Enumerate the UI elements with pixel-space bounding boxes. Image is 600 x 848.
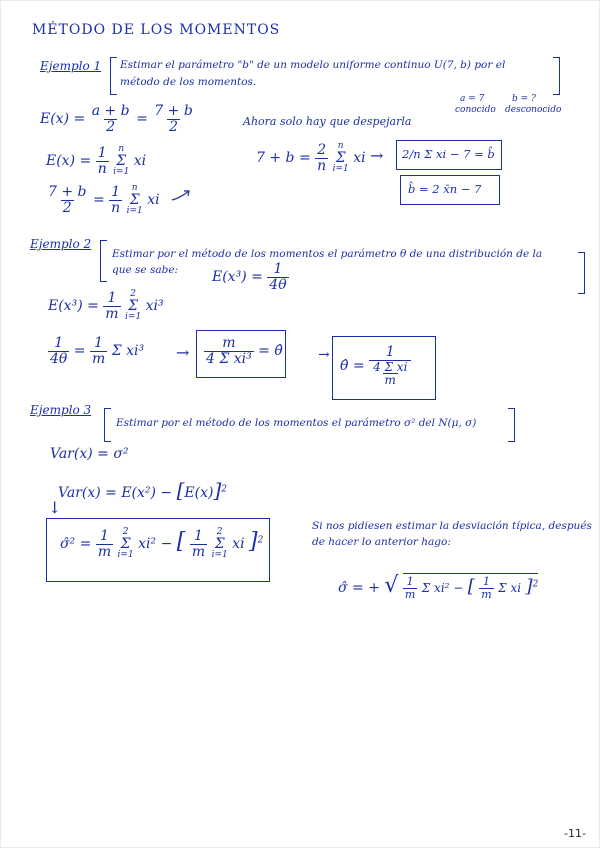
variance-decomposition: $Var(x) = E(x^2) - [E(x)]^2$ bbox=[58, 478, 228, 502]
exponent: 2 bbox=[532, 579, 539, 590]
note-a-sub: conocido bbox=[455, 105, 496, 115]
fraction-numerator: m bbox=[222, 335, 236, 351]
result-box-2-text: b̂ = 2 x̄n − 7 bbox=[408, 182, 482, 196]
example-3-statement: Estimar por el método de los momentos el parámetro σ² del N(μ, σ) bbox=[116, 417, 477, 429]
curved-arrow-icon bbox=[170, 188, 192, 202]
fraction bbox=[109, 185, 122, 215]
fraction-numerator: 1 bbox=[385, 344, 395, 360]
variable-xi: xi bbox=[232, 536, 245, 552]
fraction-numerator: a + b bbox=[91, 103, 130, 119]
fraction-denominator: 4θ bbox=[269, 276, 287, 293]
bracket-left bbox=[100, 240, 107, 282]
expectation-row bbox=[40, 104, 195, 134]
fraction-denominator: 4 Σ xi³ bbox=[206, 350, 252, 367]
fraction-numerator: 7 + b bbox=[154, 103, 193, 119]
fraction-numerator: 1 bbox=[273, 261, 283, 277]
fraction-denominator: m bbox=[105, 305, 119, 322]
fraction bbox=[46, 185, 89, 215]
arrow-right-icon: → bbox=[318, 347, 330, 363]
sum-lower: i=1 bbox=[117, 550, 134, 560]
arrow-down-icon: ↓ bbox=[48, 498, 62, 517]
exponent: 2 bbox=[257, 535, 264, 546]
example-1-statement-line1: Estimar el parámetro "b" de un modelo uniforme continuo U(7, b) por el bbox=[120, 59, 506, 71]
fraction-numerator: 4 Σ xi bbox=[373, 359, 408, 374]
fraction bbox=[152, 104, 195, 134]
result-box-5-content: σ̂² = $\frac{1}{m}$ 2 Σ i=1 xi² − [ $\frac{1}{m}$ 2 Σ i=1 xi ]$^2$ bbox=[60, 527, 264, 560]
fraction bbox=[403, 576, 417, 600]
example-2-statement-line1: Estimar por el método de los momentos el parámetro θ de una distribución de la bbox=[112, 248, 543, 260]
arrow-right-icon: → bbox=[176, 343, 190, 362]
sum-xi: Σ xi bbox=[498, 581, 522, 596]
fraction-numerator: 1 bbox=[483, 575, 490, 588]
fraction-denominator: m bbox=[191, 543, 206, 560]
fraction-numerator: 2 bbox=[317, 141, 327, 158]
fraction bbox=[369, 345, 411, 387]
example-2-statement-line2: que se sabe: bbox=[112, 264, 179, 276]
equals: = bbox=[136, 111, 148, 128]
fraction bbox=[90, 336, 107, 366]
note-std-line2: de hacer lo anterior hago: bbox=[312, 536, 451, 548]
sum-upper: n bbox=[118, 144, 125, 154]
arrow-right-icon: → bbox=[370, 146, 384, 165]
fraction bbox=[96, 529, 113, 559]
fraction-denominator: m bbox=[384, 373, 396, 388]
summation: 2 Σ i=1 bbox=[125, 289, 142, 322]
expectation-x: E(x) bbox=[184, 485, 214, 501]
note-std-line1: Si nos pidiesen estimar la desviación típica, después bbox=[312, 520, 592, 532]
example-3-label: Ejemplo 3 bbox=[30, 403, 92, 417]
variance-def: Var(x) = σ² bbox=[50, 446, 129, 462]
fraction bbox=[103, 291, 120, 321]
fraction-denominator: m bbox=[91, 350, 106, 367]
fraction bbox=[48, 336, 69, 366]
fraction bbox=[479, 576, 493, 600]
variable-xi: xi bbox=[353, 150, 366, 166]
fraction-numerator: 7 + b bbox=[48, 183, 87, 200]
example-1-label: Ejemplo 1 bbox=[40, 59, 102, 73]
clear-note: Ahora solo hay que despejarla bbox=[243, 115, 412, 128]
fraction-numerator: 1 bbox=[94, 335, 104, 351]
sum-xi3: Σ xi³ bbox=[111, 343, 145, 360]
fraction-denominator: m bbox=[97, 543, 112, 560]
fraction-numerator: 1 bbox=[107, 289, 117, 306]
fraction-denominator: 2 bbox=[106, 118, 116, 135]
fraction-denominator: n bbox=[97, 160, 107, 177]
moment-lhs: E(x) = bbox=[46, 153, 92, 169]
fraction bbox=[190, 529, 207, 559]
variable-xi: xi bbox=[147, 192, 160, 208]
clear-lhs: 7 + b = bbox=[256, 150, 311, 166]
fraction bbox=[267, 262, 288, 292]
note-b: b = ? bbox=[512, 94, 536, 104]
fraction-denominator: n bbox=[111, 199, 121, 216]
theta-hat: = θ̂ bbox=[258, 343, 283, 360]
sum-lower: i=1 bbox=[126, 206, 143, 216]
moment-row-2 bbox=[48, 290, 164, 322]
result-box-4-content bbox=[340, 345, 411, 387]
fraction bbox=[315, 143, 328, 173]
summation: n Σ i=1 bbox=[332, 141, 349, 174]
sum-upper: 2 bbox=[122, 527, 129, 537]
page-number: -11- bbox=[564, 827, 586, 840]
fraction bbox=[90, 104, 132, 134]
sum-lower: i=1 bbox=[113, 167, 130, 177]
variance-lhs: Var(x) = E(x²) − bbox=[58, 485, 173, 501]
sum-lower: i=1 bbox=[211, 550, 228, 560]
fraction-numerator: 1 bbox=[99, 527, 109, 544]
fraction bbox=[371, 361, 409, 387]
fraction-numerator: 1 bbox=[54, 335, 64, 351]
sum-lower: i=1 bbox=[332, 164, 349, 174]
fraction-denominator: m bbox=[404, 587, 416, 601]
clear-row bbox=[256, 142, 366, 174]
sum-lower: i=1 bbox=[125, 312, 142, 322]
std-dev-formula: σ̂ = + √ $\frac{1}{m}$ Σ xi² − [ $\frac{1}{m}$ Σ xi ]$^2$ bbox=[338, 573, 539, 601]
sum-upper: n bbox=[337, 141, 344, 151]
result-box-1-text: 2/n Σ xi − 7 = b̂ bbox=[402, 147, 495, 161]
sum-upper: 2 bbox=[130, 289, 136, 299]
bracket-right bbox=[553, 57, 560, 95]
note-b-sub: desconocido bbox=[505, 105, 562, 115]
example-1-statement-line2: método de los momentos. bbox=[120, 76, 257, 88]
sum-xi2: Σ xi² − bbox=[421, 581, 464, 596]
variable-xi3: xi³ bbox=[145, 298, 164, 314]
theta-hat-lhs: θ̂ = bbox=[340, 357, 365, 374]
summation: 2 Σ i=1 bbox=[117, 527, 134, 560]
moment-row bbox=[46, 145, 146, 177]
variable-xi: xi bbox=[133, 153, 147, 169]
fraction-denominator: n bbox=[317, 157, 327, 174]
fraction-denominator bbox=[369, 360, 411, 387]
expectation-lhs: E(x) = bbox=[40, 111, 86, 128]
sigma-hat: σ̂ = + bbox=[338, 580, 380, 597]
fraction-denominator: 2 bbox=[62, 199, 72, 216]
sum-upper: n bbox=[131, 183, 138, 193]
equate-row-2: $\frac{1}{4\theta}$ = $\frac{1}{m}$ Σ xi³ bbox=[50, 335, 145, 367]
given-lhs: E(x³) = bbox=[212, 269, 263, 286]
sum-upper: 2 bbox=[216, 527, 223, 537]
fraction-numerator: 1 bbox=[111, 183, 121, 200]
summation: n Σ i=1 bbox=[113, 144, 130, 177]
bracket-right bbox=[578, 252, 585, 294]
fraction-denominator: 2 bbox=[169, 118, 178, 135]
fraction-denominator: 4θ bbox=[50, 350, 68, 367]
bracket-right bbox=[508, 408, 515, 442]
page-title: MÉTODO DE LOS MOMENTOS bbox=[32, 22, 281, 38]
exponent: 2 bbox=[221, 484, 228, 495]
example-2-label: Ejemplo 2 bbox=[30, 237, 92, 251]
fraction-denominator: m bbox=[481, 587, 492, 601]
bracket-left bbox=[110, 57, 117, 95]
given-moment bbox=[212, 262, 289, 292]
fraction-numerator: 1 bbox=[194, 527, 203, 544]
sigma2-hat: σ̂² = bbox=[60, 536, 92, 552]
bracket-left bbox=[104, 408, 111, 442]
moment-lhs: E(x³) = bbox=[48, 298, 99, 314]
fraction-numerator: 1 bbox=[406, 575, 414, 588]
summation: 2 Σ i=1 bbox=[211, 527, 228, 560]
fraction bbox=[96, 146, 109, 176]
variable-xi2: xi² − bbox=[138, 536, 173, 552]
fraction-numerator: 1 bbox=[97, 144, 107, 161]
summation: n Σ i=1 bbox=[126, 183, 143, 216]
result-box-3-content bbox=[204, 336, 283, 366]
equate-row: $\frac{7 + b}{2}$ = $\frac{1}{n}$ n Σ i=1 xi bbox=[48, 183, 160, 216]
fraction bbox=[204, 336, 254, 366]
note-a: a = 7 bbox=[460, 94, 485, 104]
